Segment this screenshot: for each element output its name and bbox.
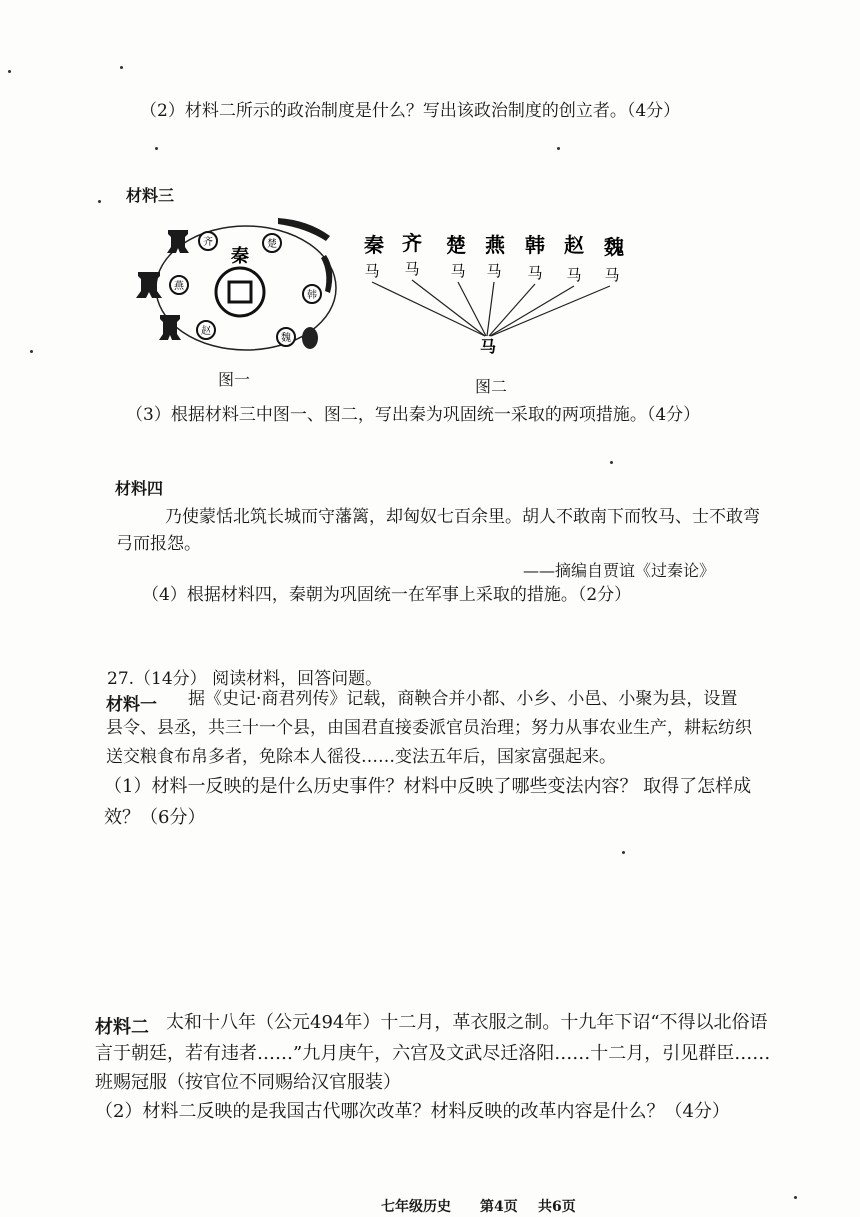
material-1-label: 材料一 <box>106 695 157 715</box>
material-1-line-1: 据《史记·商君列传》记载，商鞅合并小都、小乡、小邑、小聚为县，设置 <box>188 689 738 709</box>
state-label-han: 韩 <box>525 233 545 257</box>
ring-coin-label-6: 魏 <box>281 333 291 344</box>
question-26-part-2: （2）材料二所示的政治制度是什么？写出该政治制度的创立者。（4分） <box>140 101 681 121</box>
question-27-part-1-line-1: （1）材料一反映的是什么历史事件？材料中反映了哪些变法内容？ 取得了怎样成 <box>104 776 752 797</box>
center-coin-label: 秦 <box>231 246 249 267</box>
center-coin-icon <box>216 268 264 316</box>
script-variant-2: 马 <box>404 260 420 278</box>
material-4-label: 材料四 <box>115 479 164 498</box>
scan-speck <box>622 851 625 854</box>
ring-coin-label-4: 韩 <box>307 290 317 301</box>
material-1-line-3: 送交粮食布帛多者，免除本人徭役……变法五年后，国家富强起来。 <box>106 747 616 767</box>
material-1-line-2: 县令、县丞，共三十一个县，由国君直接委派官员治理；努力从事农业生产，耕耘纺织 <box>106 718 752 738</box>
material-4-source: ——摘编自贾谊《过秦论》 <box>523 561 716 580</box>
scan-speck <box>8 70 11 73</box>
question-27-part-2: （2）材料二反映的是我国古代哪次改革？材料反映的改革内容是什么？（4分） <box>95 1101 730 1122</box>
script-variant-5: 马 <box>527 264 543 282</box>
question-26-part-4: （4）根据材料四，秦朝为巩固统一在军事上采取的措施。（2分） <box>142 585 632 605</box>
scan-speck <box>98 200 101 203</box>
scan-speck <box>155 147 158 150</box>
question-27-part-1-line-2: 效？（6分） <box>104 807 206 828</box>
ring-coin-label-5: 赵 <box>201 326 211 337</box>
ring-coin-label-1: 齐 <box>203 237 213 248</box>
figure-1-caption: 图一 <box>218 370 251 389</box>
figure-2-caption: 图二 <box>475 377 508 396</box>
state-label-chu: 楚 <box>446 233 466 257</box>
scan-speck <box>557 147 560 150</box>
material-4-line-1: 乃使蒙恬北筑长城而守藩篱，却匈奴七百余里。胡人不敢南下而牧马、士不敢弯 <box>165 507 760 527</box>
script-variant-4: 马 <box>486 262 502 280</box>
material-2-line-2: 言于朝廷，若有违者……”九月庚午，六宫及文武尽迁洛阳……十二月，引见群臣…… <box>95 1043 771 1064</box>
figure-2-script-diagram <box>352 228 642 368</box>
material-2-line-3: 班赐冠服（按官位不同赐给汉官服装） <box>95 1072 401 1093</box>
scan-speck <box>794 1196 797 1199</box>
script-variant-6: 马 <box>566 266 582 284</box>
scan-speck <box>30 350 33 353</box>
ring-coin-label-2: 楚 <box>267 239 277 250</box>
material-2-line-1: 太和十八年（公元494年）十二月，革衣服之制。十九年下诏“不得以北俗语 <box>166 1012 768 1033</box>
question-27-header: 27.（14分） 阅读材料，回答问题。 <box>107 669 383 689</box>
material-3-label: 材料三 <box>126 186 175 205</box>
script-variant-7: 马 <box>604 266 620 284</box>
unified-script: 马 <box>479 337 497 356</box>
state-label-zhao: 赵 <box>564 233 584 257</box>
footer-page-total: 共6页 <box>538 1199 576 1215</box>
state-label-qi: 齐 <box>402 231 422 255</box>
scan-speck <box>120 66 123 69</box>
ring-coin-label-3: 燕 <box>174 281 184 292</box>
figure-1-coin-diagram <box>128 210 358 360</box>
script-variant-1: 马 <box>364 262 380 280</box>
footer-page-number: 第4页 <box>480 1199 518 1215</box>
footer-subject: 七年级历史 <box>381 1199 451 1215</box>
pendant-coin-icon <box>302 327 318 349</box>
script-variant-3: 马 <box>450 262 466 280</box>
knife-coin-icon <box>278 218 332 293</box>
scan-speck <box>610 461 613 464</box>
state-label-yan: 燕 <box>485 233 505 257</box>
material-2-label: 材料二 <box>95 1017 149 1038</box>
material-4-line-2: 弓而报怨。 <box>116 534 201 554</box>
state-label-wei: 魏 <box>604 235 624 259</box>
question-26-part-3: （3）根据材料三中图一、图二，写出秦为巩固统一采取的两项措施。（4分） <box>126 405 701 425</box>
state-label-qin: 秦 <box>364 233 384 257</box>
